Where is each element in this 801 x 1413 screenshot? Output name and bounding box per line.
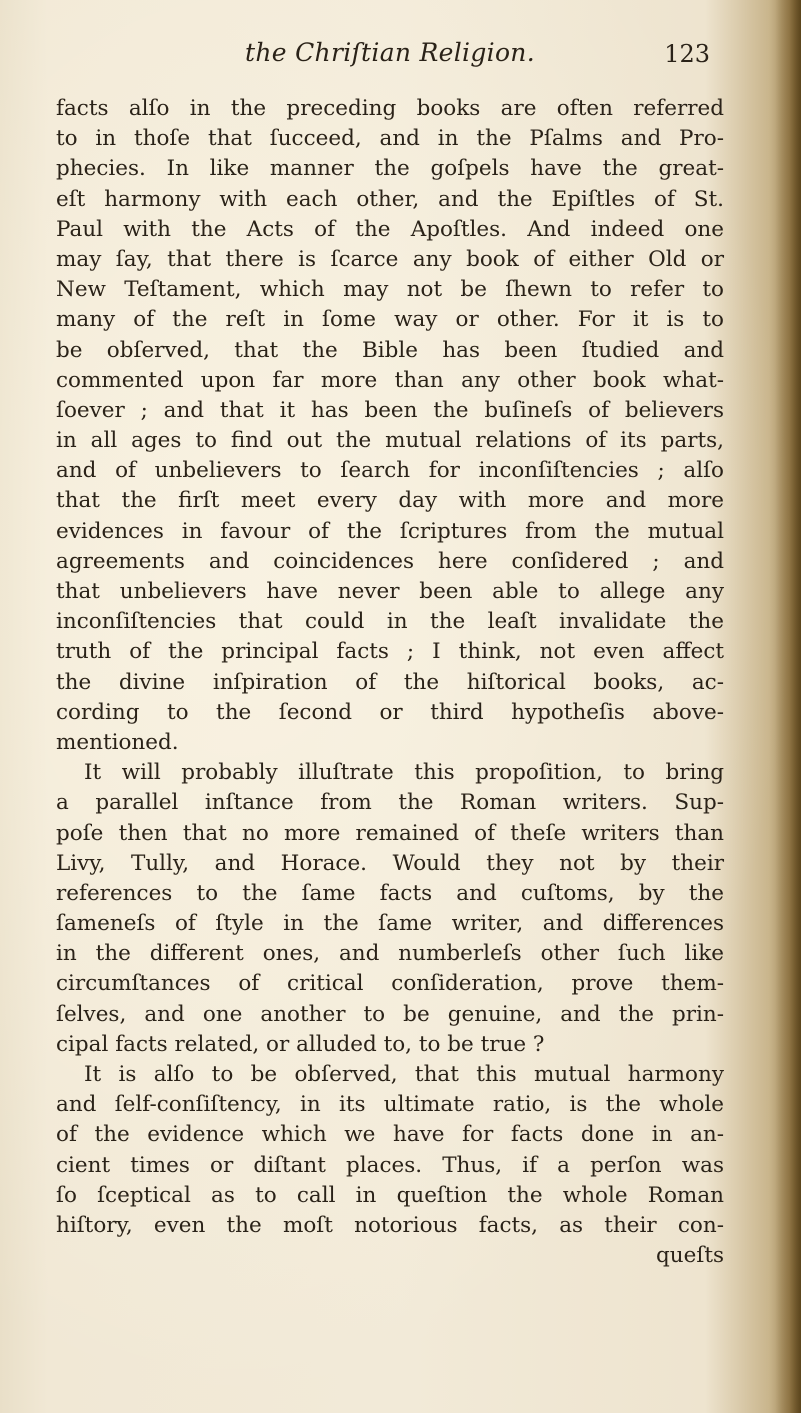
text-line: cient times or diſtant places. Thus, if a perſon was xyxy=(56,1152,724,1178)
page-number: 123 xyxy=(664,40,710,68)
text-line: It is alſo to be obſerved, that this mutual harmony xyxy=(84,1062,724,1087)
text-line: in the different ones, and numberleſs other ſuch like xyxy=(56,941,724,967)
text-line: Paul with the Acts of the Apoſtles. And indeed one xyxy=(56,216,724,242)
page-header xyxy=(110,38,730,78)
text-line: poſe then that no more remained of theſe writers than xyxy=(56,820,724,846)
binding-edge-shadow xyxy=(775,0,801,1413)
text-line: and of unbelievers to ſearch for inconſiſtencies ; alſo xyxy=(56,458,724,484)
text-line: ſelves, and one another to be genuine, and the prin- xyxy=(56,1001,724,1027)
text-line: cording to the ſecond or third hypotheſis above- xyxy=(56,699,724,725)
text-line: mentioned. xyxy=(56,729,179,755)
running-title: the Chriſtian Religion. xyxy=(245,38,535,67)
text-line: that the firſt meet every day with more and more xyxy=(56,488,724,514)
text-line: may ſay, that there is ſcarce any book of either Old or xyxy=(56,246,724,272)
text-line: eſt harmony with each other, and the Epiſtles of St. xyxy=(56,186,724,212)
text-line: in all ages to find out the mutual relations of its parts, xyxy=(56,428,724,454)
text-line: ſameneſs of ſtyle in the ſame writer, and differences xyxy=(56,911,724,937)
text-line: New Teſtament, which may not be ſhewn to refer to xyxy=(56,277,724,303)
text-line: facts alſo in the preceding books are often referred xyxy=(56,96,724,121)
text-line: phecies. In like manner the goſpels have the great- xyxy=(56,156,724,182)
text-line: to in thoſe that ſucceed, and in the Pſalms and Pro- xyxy=(56,126,724,152)
text-line: agreements and coincidences here conſidered ; and xyxy=(56,548,724,574)
text-line: commented upon far more than any other book what- xyxy=(56,367,724,393)
text-line: It will probably illuſtrate this propoſition, to bring xyxy=(84,760,724,786)
text-line: hiſtory, even the moſt notorious facts, as their con- xyxy=(56,1212,724,1238)
text-line: evidences in favour of the ſcriptures from the mutual xyxy=(56,518,724,544)
text-line: a parallel inſtance from the Roman writers. Sup- xyxy=(56,790,724,816)
catchword: queſts xyxy=(656,1243,724,1269)
text-line: Livy, Tully, and Horace. Would they not by their xyxy=(56,850,724,876)
text-line: of the evidence which we have for facts done in an- xyxy=(56,1122,724,1148)
text-line: circumſtances of critical conſideration, prove them- xyxy=(56,971,724,997)
text-line: that unbelievers have never been able to allege any xyxy=(56,579,724,604)
text-line: the divine inſpiration of the hiſtorical books, ac- xyxy=(56,669,724,695)
text-line: and ſelf-conſiſtency, in its ultimate ratio, is the whole xyxy=(56,1092,724,1118)
text-line: inconſiſtencies that could in the leaſt invalidate the xyxy=(56,609,724,635)
text-line: references to the ſame facts and cuſtoms, by the xyxy=(56,880,724,906)
text-line: cipal facts related, or alluded to, to be true ? xyxy=(56,1031,545,1057)
text-line: ſoever ; and that it has been the buſineſs of believers xyxy=(56,397,724,423)
text-line: be obſerved, that the Bible has been ſtudied and xyxy=(56,337,724,363)
text-line: truth of the principal facts ; I think, not even affect xyxy=(56,639,724,665)
body-text xyxy=(56,94,724,1271)
text-line: ſo ſceptical as to call in queſtion the whole Roman xyxy=(56,1182,724,1208)
text-line: many of the reſt in ſome way or other. For it is to xyxy=(56,307,724,333)
